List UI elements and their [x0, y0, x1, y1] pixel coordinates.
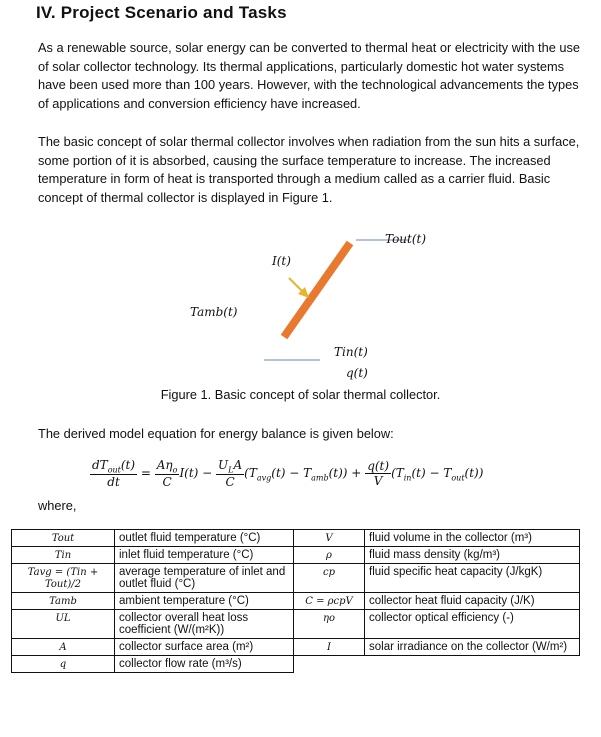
description-cell: collector heat fluid capacity (J/K) — [365, 593, 580, 610]
symbol-cell: ηo — [294, 610, 365, 639]
collector-plate — [284, 243, 350, 337]
symbol-cell: ρ — [294, 547, 365, 564]
figure-caption: Figure 1. Basic concept of solar thermal collector. — [160, 387, 441, 402]
empty-cell — [365, 656, 580, 673]
table-row — [12, 547, 580, 564]
label-tamb: Tamb(t) — [190, 305, 238, 319]
table-row — [12, 564, 580, 593]
description-cell: collector surface area (m²) — [115, 639, 294, 656]
symbol-cell: Tout — [12, 530, 115, 547]
concept-paragraph: The basic concept of solar thermal collector involves when radiation from the sun hits a surface, some portion of it is absorbed, causing the surface temperature to increase. The increased temperature in form of heat is transported through a medium called as a carrier fluid. Basic concept of thermal collector is displayed in Figure 1. — [38, 134, 580, 205]
table-row — [12, 656, 580, 673]
energy-balance-equation: $\frac{dT_{out}(t)}{dt}$ = $\frac{A\eta_o}{C}$ I(t) − $\frac{U_LA}{C}$ $(T_{avg}(t) - T_{amb}(t))$ + $\frac{q(t)}{V}$ $(T_{in}(t) - T_{out}(t))$ — [92, 458, 484, 490]
table-row — [12, 639, 580, 656]
description-cell: fluid mass density (kg/m³) — [365, 547, 580, 564]
symbol-definitions-table — [11, 529, 580, 673]
description-cell: solar irradiance on the collector (W/m²) — [365, 639, 580, 656]
label-tin: Tin(t) — [334, 345, 368, 359]
section-heading: IV. Project Scenario and Tasks — [36, 3, 287, 22]
symbol-cell: A — [12, 639, 115, 656]
where-label: where, — [38, 498, 77, 513]
description-cell: outlet fluid temperature (°C) — [115, 530, 294, 547]
label-tout: Tout(t) — [385, 232, 427, 246]
description-cell: fluid specific heat capacity (J/kgK) — [365, 564, 580, 593]
description-cell: inlet fluid temperature (°C) — [115, 547, 294, 564]
symbol-cell: C = ρcpV — [294, 593, 365, 610]
table-row — [12, 610, 580, 639]
label-q: q(t) — [346, 366, 368, 380]
description-cell: collector flow rate (m³/s) — [115, 656, 294, 673]
table-row — [12, 530, 580, 547]
symbol-cell: Tin — [12, 547, 115, 564]
symbol-cell: I — [294, 639, 365, 656]
symbol-cell: Tamb — [12, 593, 115, 610]
symbol-cell: UL — [12, 610, 115, 639]
description-cell: ambient temperature (°C) — [115, 593, 294, 610]
symbol-cell: V — [294, 530, 365, 547]
intro-paragraph: As a renewable source, solar energy can be converted to thermal heat or electricity with the use of solar collector technology. Its thermal applications, particularly domestic hot water systems have been used more than 100 years. However, with the technological advancements the types of applications and conversion efficiency have increased. — [38, 40, 581, 111]
symbol-cell: Tavg = (Tin + Tout)/2 — [12, 564, 115, 593]
equation-intro: The derived model equation for energy balance is given below: — [38, 426, 394, 441]
description-cell: fluid volume in the collector (m³) — [365, 530, 580, 547]
description-cell: collector optical efficiency (-) — [365, 610, 580, 639]
symbol-cell: q — [12, 656, 115, 673]
symbol-cell: cp — [294, 564, 365, 593]
description-cell: collector overall heat loss coefficient (W/(m²K)) — [115, 610, 294, 639]
empty-cell — [294, 656, 365, 673]
label-irradiance: I(t) — [272, 254, 291, 268]
table-row — [12, 593, 580, 610]
description-cell: average temperature of inlet and outlet fluid (°C) — [115, 564, 294, 593]
